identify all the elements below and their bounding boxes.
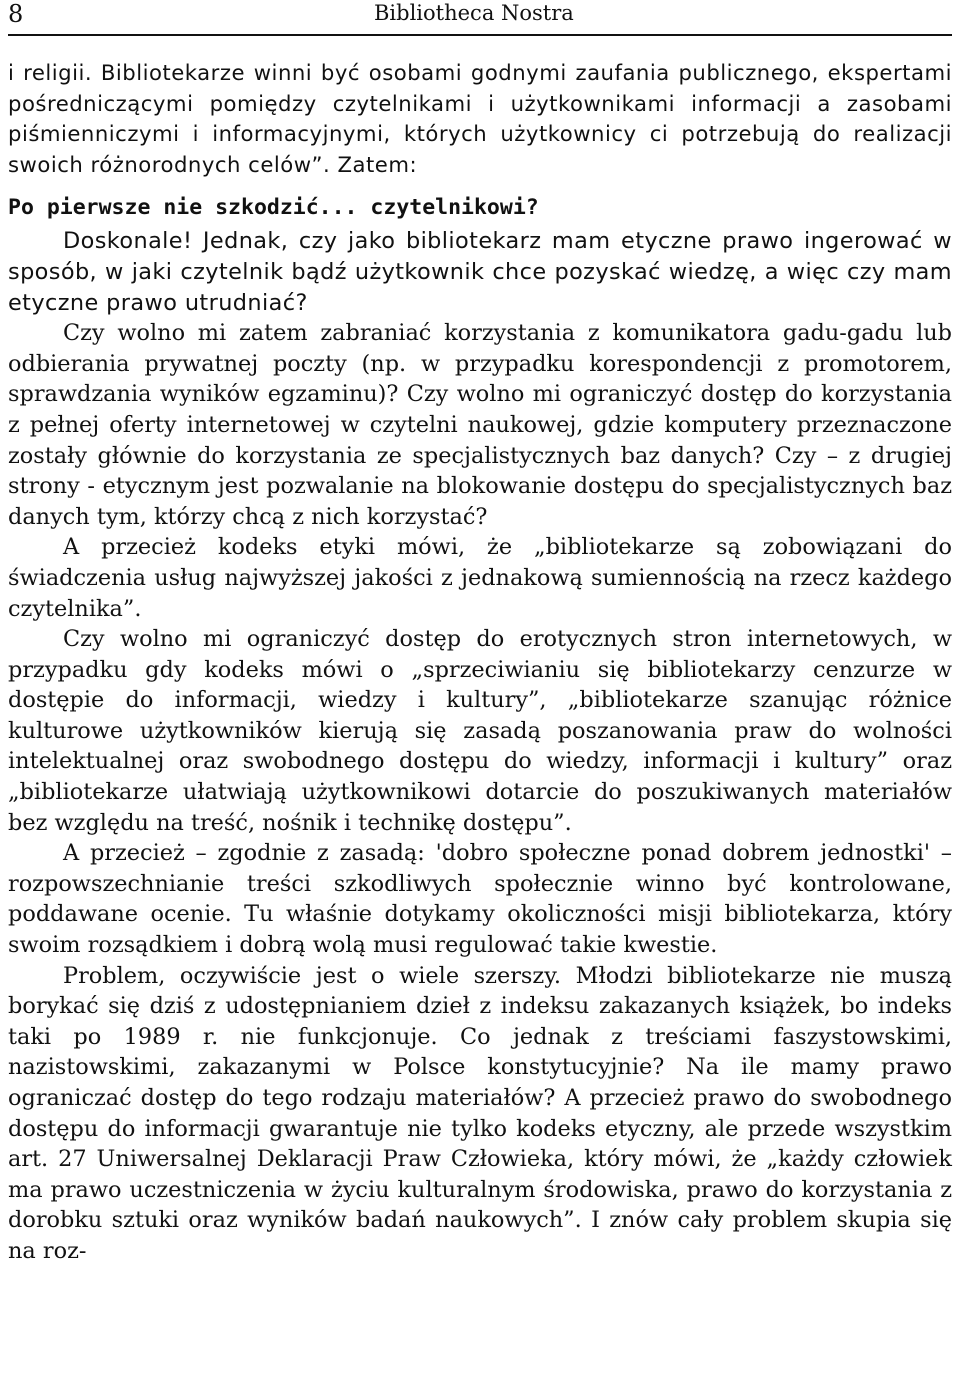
paragraph-4: A przecież kodeks etyki mówi, że „bibliotekarze są zobowiązani do świadczenia usług najwyższej jakości z jednakową sumiennością na rzecz każdego czytelnika”. xyxy=(8,534,952,622)
running-title: Bibliotheca Nostra xyxy=(374,1,574,25)
paragraph-5: Czy wolno mi ograniczyć dostęp do erotycznych stron internetowych, w przypadku gdy kodeks mówi o „sprzeciwianiu się bibliotekarzy cenzurze w dostępie do informacji, wiedzy i kultury”, „bibliotekarze szanując różnice kulturowe użytkowników kierują się zasadą poszanowania praw do wolności intelektualnej oraz swobodnego dostępu do wiedzy, informacji i kultury” oraz „bibliotekarze ułatwiają użytkownikowi dotarcie do poszukiwanych materiałów bez względu na treść, nośnik i technikę dostępu”. xyxy=(8,626,952,836)
body-text xyxy=(8,58,952,1267)
paragraph-6: A przecież – zgodnie z zasadą: 'dobro społeczne ponad dobrem jednostki' – rozpowszechnianie treści szkodliwych społecznie winno być kontrolowane, poddawane ocenie. Tu właśnie dotykamy okoliczności misji bibliotekarza, który swoim rozsądkiem i dobrą wolą musi regulować takie kwestie. xyxy=(8,840,952,959)
paragraph-2: Doskonale! Jednak, czy jako bibliotekarz mam etyczne prawo ingerować w sposób, w jaki czytelnik bądź użytkownik chce pozyskać wiedzę, a więc czy mam etyczne prawo utrudniać? xyxy=(8,228,952,316)
paragraph-7: Problem, oczywiście jest o wiele szerszy. Młodzi bibliotekarze nie muszą borykać się dziś z udostępnianiem dzieł z indeksu zakazanych książek, bo indeks taki po 1989 r. nie funkcjonuje. Co jednak z treściami faszystowskimi, nazistowskimi, zakazanymi w Polsce konstytucyjnie? Na ile mamy prawo ograniczać dostęp do tego rodzaju materiałów? A przecież prawo do swobodnego dostępu do informacji gwarantuje nie tylko kodeks etyczny, ale przede wszystkim art. 27 Uniwersalnej Deklaracji Praw Człowieka, który mówi, że „każdy człowiek ma prawo uczestniczenia w życiu kulturalnym środowiska, prawo do korzystania z dorobku sztuki oraz wyników badań naukowych”. I znów cały problem skupia się na roz- xyxy=(8,962,952,1264)
paragraph-3: Czy wolno mi zatem zabraniać korzystania z komunikatora gadu-gadu lub odbierania prywatnej poczty (np. w przypadku korespondencji z promotorem, sprawdzania wyników egzaminu)? Czy wolno mi ograniczyć dostęp do korzystania z pełnej oferty internetowej w czytelni naukowej, gdzie komputery przeznaczone zostały głównie do korzystania ze specjalistycznych baz danych? Czy – z drugiej strony - etycznym jest pozwalanie na blokowanie dostępu do specjalistycznych baz danych tym, którzy chcą z nich korzystać? xyxy=(8,320,952,530)
section-heading: Po pierwsze nie szkodzić... czytelnikowi? xyxy=(8,195,539,221)
page-number: 8 xyxy=(8,0,24,28)
paragraph-1: i religii. Bibliotekarze winni być osobami godnymi zaufania publicznego, ekspertami pośredniczącymi pomiędzy czytelnikami i użytkownikami informacji a zasobami piśmienniczymi i informacyjnymi, których użytkownicy ci potrzebują do realizacji swoich różnorodnych celów”. Zatem: xyxy=(8,60,952,177)
page-header xyxy=(8,0,952,36)
document-page xyxy=(8,0,952,1382)
